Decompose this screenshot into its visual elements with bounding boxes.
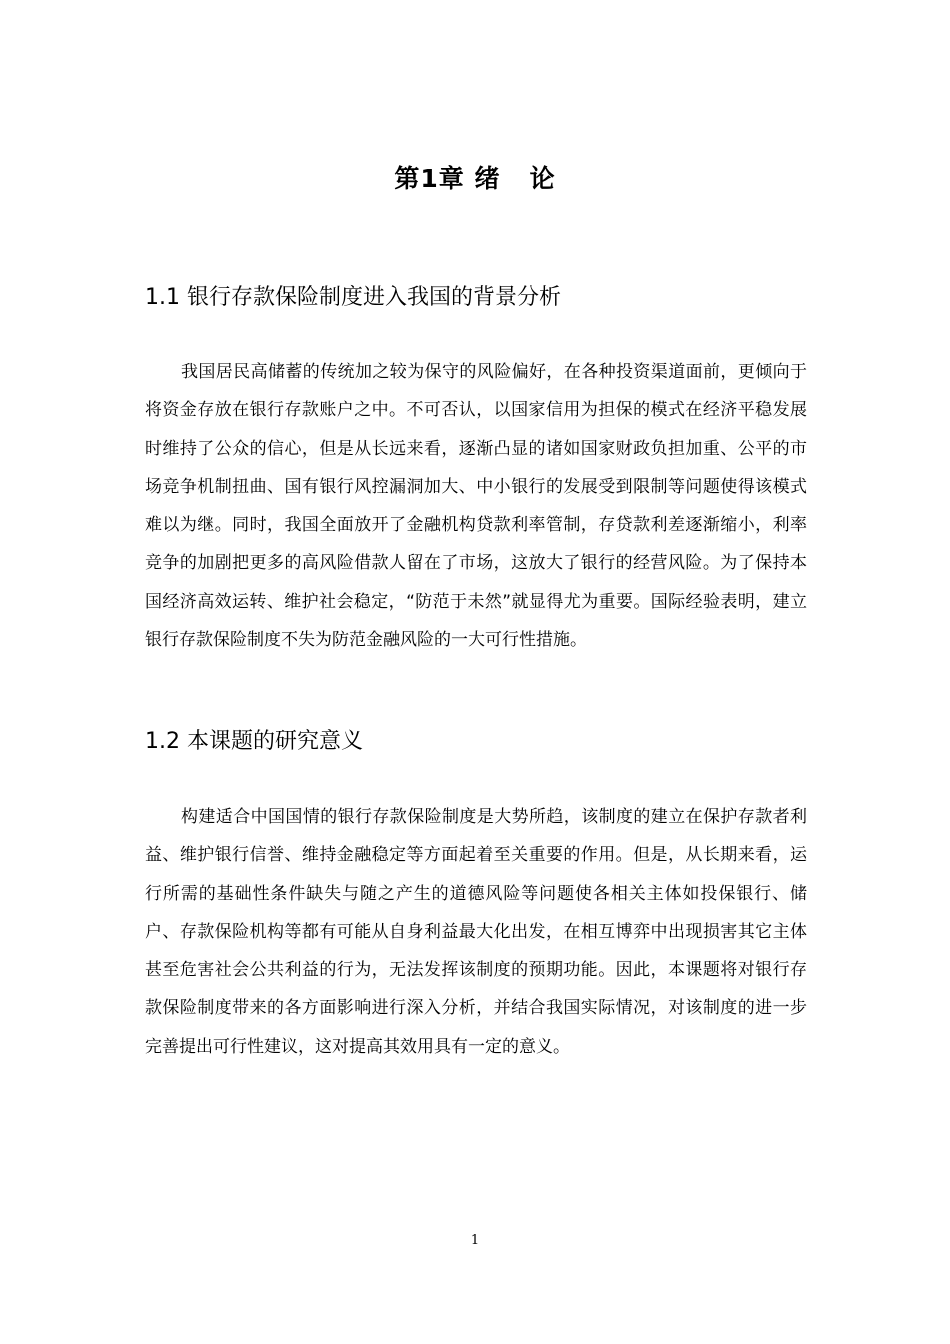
- section-heading-1-1: 1.1 银行存款保险制度进入我国的背景分析: [145, 285, 561, 310]
- chapter-title: 第1章 绪 论: [394, 164, 556, 193]
- section-paragraph-1-1: 我国居民高储蓄的传统加之较为保守的风险偏好，在各种投资渠道面前，更倾向于将资金存放在银行存款账户之中。不可否认，以国家信用为担保的模式在经济平稳发展时维持了公众的信心，但是从长远来看，逐渐凸显的诸如国家财政负担加重、公平的市场竞争机制扭曲、国有银行风控漏洞加大、中小银行的发展受到限制等问题使得该模式难以为继。同时，我国全面放开了金融机构贷款利率管制，存贷款利差逐渐缩小，利率竞争的加剧把更多的高风险借款人留在了市场，这放大了银行的经营风险。为了保持本国经济高效运转、维护社会稳定，“防范于未然”就显得尤为重要。国际经验表明，建立银行存款保险制度不失为防范金融风险的一大可行性措施。: [145, 362, 807, 651]
- section-paragraph-1-2: 构建适合中国国情的银行存款保险制度是大势所趋，该制度的建立在保护存款者利益、维护银行信誉、维持金融稳定等方面起着至关重要的作用。但是，从长期来看，运行所需的基础性条件缺失与随之产生的道德风险等问题使各相关主体如投保银行、储户、存款保险机构等都有可能从自身利益最大化出发，在相互博弈中出现损害其它主体甚至危害社会公共利益的行为，无法发挥该制度的预期功能。因此，本课题将对银行存款保险制度带来的各方面影响进行深入分析，并结合我国实际情况，对该制度的进一步完善提出可行性建议，这对提高其效用具有一定的意义。: [145, 807, 807, 1057]
- page-number: 1: [470, 1233, 480, 1248]
- section-heading-1-2: 1.2 本课题的研究意义: [145, 729, 363, 754]
